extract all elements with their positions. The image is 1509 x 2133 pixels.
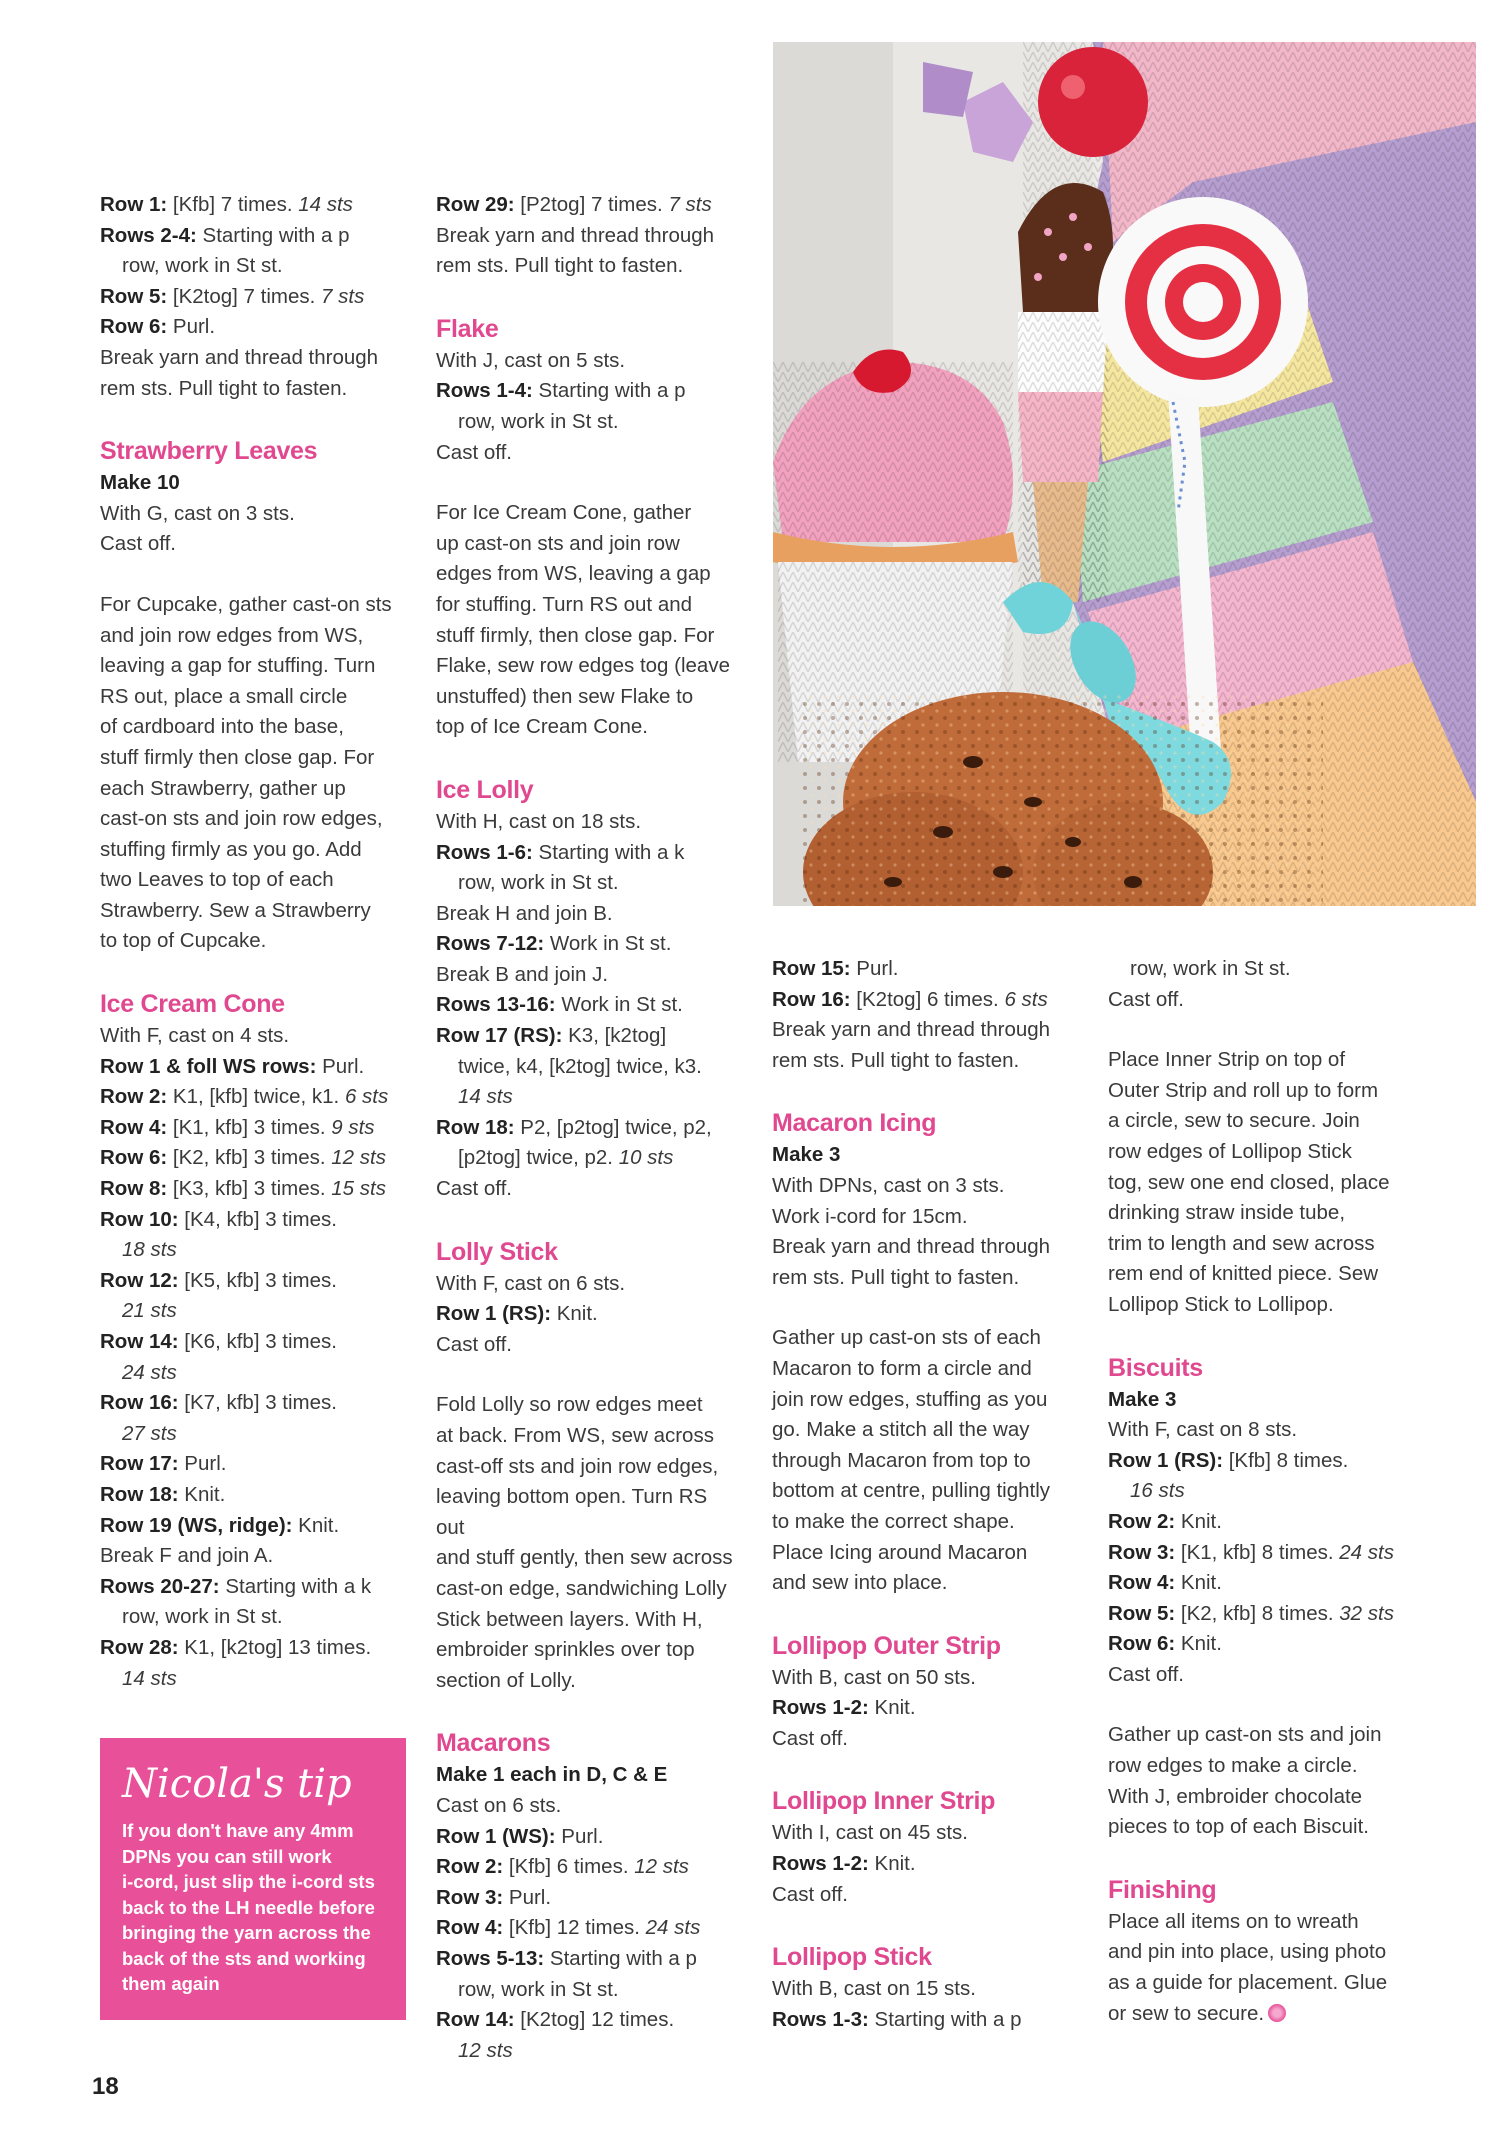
pattern-row: Row 4: [Kfb] 12 times. 24 sts: [436, 1916, 701, 1940]
section-heading: Finishing: [1108, 1875, 1217, 1904]
pattern-row: Row 4: [K1, kfb] 3 times. 9 sts: [100, 1115, 375, 1139]
pattern-row: Row 3: Purl.: [436, 1885, 552, 1909]
section-heading: Lollipop Outer Strip: [772, 1631, 1001, 1660]
column-2: [436, 190, 741, 2096]
pattern-row: Row 14: [K6, kfb] 3 times.: [100, 1330, 337, 1353]
pattern-row: Row 18: P2, [p2tog] twice, p2,: [436, 1115, 712, 1139]
finishing-section: Finishing Place all items on to wreath and pin into place, using photo as a guide for placement. Glue or sew to secure.: [1108, 1873, 1413, 2029]
pattern-row: Row 1: [Kfb] 7 times. 14 sts: [100, 193, 353, 216]
ice-lolly-section: Ice Lolly With H, cast on 18 sts. Rows 1-6: Starting with a k row, work in St st. Break H and join B. Rows 7-12: Work in St st. Break B and join J. Rows 13-16: Work in St st. Row 17 (RS): K3, [k2tog] twice, k4, [k2tog] twice, k3. 14 sts Row 18: P2, [p2tog] twice, p2, [p2tog] twice, p2. 10 sts Cast off.: [436, 773, 741, 1205]
pattern-row: Row 6: Purl.: [100, 315, 216, 339]
tip-body: If you don't have any 4mm DPNs you can still work i-cord, just slip the i-cord sts back to the LH needle before bringing the yarn across the back of the sts and working them again: [122, 1820, 375, 1994]
pattern-row: Row 5: [K2tog] 7 times. 7 sts: [100, 284, 365, 308]
flake-section: Flake With J, cast on 5 sts. Rows 1-4: Starting with a p row, work in St st. Cast off.: [436, 312, 741, 468]
make-count: Make 10: [100, 471, 180, 495]
pattern-row: Row 6: Knit.: [1108, 1632, 1222, 1656]
pattern-row: Row 10: [K4, kfb] 3 times.: [100, 1207, 337, 1231]
instruction-line: With G, cast on 3 sts.: [100, 501, 295, 525]
pattern-row: Row 5: [K2, kfb] 8 times. 32 sts: [1108, 1601, 1394, 1625]
pattern-row: Row 15: Purl.: [772, 957, 899, 980]
cupcake-assembly-text: For Cupcake, gather cast-on sts and join row edges from WS, leaving a gap for stuffing. Turn RS out, place a small circle of cardboard into the base, stuff firmly then close gap. For each Strawberry, gather up cast-on sts and join row edges, stuffing firmly as you go. Add two Leaves to top of each Strawberry. Sew a Strawberry to top of Cupcake.: [100, 592, 392, 953]
pattern-row: Row 1 (WS): Purl.: [436, 1824, 604, 1848]
pattern-row: Row 12: [K5, kfb] 3 times.: [100, 1268, 337, 1292]
pattern-row: Row 2: Knit.: [1108, 1509, 1222, 1533]
pattern-row-cont: row, work in St st.: [122, 254, 283, 278]
macaron-assembly-text: Gather up cast-on sts of each Macaron to form a circle and join row edges, stuffing as you go. Make a stitch all the way through Macaron from top to bottom at centre, pulling tightly to make the correct shape. Place Icing around Macaron and sew into place.: [772, 1326, 1051, 1595]
pattern-row: Row 17: Purl.: [100, 1452, 227, 1476]
pattern-row: Row 16: [K2tog] 6 times. 6 sts: [772, 987, 1048, 1011]
pattern-row: Row 1 (RS): Knit.: [436, 1302, 598, 1326]
instruction-line: Cast off.: [100, 532, 176, 556]
pattern-row: Rows 1-2: Knit.: [772, 1852, 916, 1876]
pattern-row: Row 4: Knit.: [1108, 1571, 1222, 1595]
section-heading: Lollipop Stick: [772, 1943, 932, 1972]
lollipop-stick-cont: row, work in St st. Cast off.: [1108, 957, 1291, 1011]
macaron-icing-section: Macaron Icing Make 3 With DPNs, cast on 3 sts. Work i-cord for 15cm. Break yarn and thread through rem sts. Pull tight to fasten.: [772, 1106, 1077, 1293]
biscuit-assembly-text: Gather up cast-on sts and join row edges to make a circle. With J, embroider chocolate pieces to top of each Biscuit.: [1108, 1723, 1382, 1839]
column-4: [1108, 954, 1413, 2059]
instruction-line: rem sts. Pull tight to fasten.: [100, 376, 348, 400]
strawberry-leaves-section: [100, 434, 405, 560]
pattern-row: Rows 7-12: Work in St st.: [436, 932, 672, 956]
cupcake-top-rows: [100, 190, 405, 404]
pattern-row: Row 17 (RS): K3, [k2tog]: [436, 1024, 667, 1048]
pattern-row: Rows 5-13: Starting with a p: [436, 1946, 697, 1970]
pattern-row: Row 8: [K3, kfb] 3 times. 15 sts: [100, 1177, 386, 1201]
pattern-row: Row 29: [P2tog] 7 times. 7 sts: [436, 193, 712, 216]
pattern-row: Row 19 (WS, ridge): Knit.: [100, 1513, 340, 1537]
tip-title: Nicola's tip: [122, 1761, 352, 1807]
lollipop-outer-strip-section: Lollipop Outer Strip With B, cast on 50 sts. Rows 1-2: Knit. Cast off.: [772, 1629, 1077, 1755]
pattern-row: Row 1 & foll WS rows: Purl.: [100, 1054, 365, 1078]
cone-end-rows: Row 29: [P2tog] 7 times. 7 sts Break yarn and thread through rem sts. Pull tight to fasten.: [436, 190, 741, 282]
section-heading: Biscuits: [1108, 1353, 1203, 1382]
section-heading: Ice Cream Cone: [100, 990, 285, 1019]
nicolas-tip-box: [100, 1738, 406, 2020]
knitted-sweets-wreath-photo: [773, 42, 1476, 906]
pattern-row: Row 1 (RS): [Kfb] 8 times.: [1108, 1448, 1349, 1472]
column-3: [772, 954, 1077, 2065]
page-number: 18: [92, 2073, 119, 2100]
pattern-row: Row 2: K1, [kfb] twice, k1. 6 sts: [100, 1085, 389, 1109]
pattern-row: Rows 2-4: Starting with a p: [100, 223, 350, 247]
lollipop-inner-strip-section: Lollipop Inner Strip With I, cast on 45 sts. Rows 1-2: Knit. Cast off.: [772, 1784, 1077, 1910]
pattern-row: Rows 13-16: Work in St st.: [436, 993, 683, 1017]
macarons-section: Macarons Make 1 each in D, C & E Cast on 6 sts. Row 1 (WS): Purl. Row 2: [Kfb] 6 times. 12 sts Row 3: Purl. Row 4: [Kfb] 12 times. 24 sts Rows 5-13: Starting with a p row, work in St st. Row 14: [K2tog] 12 times. 12 sts: [436, 1726, 741, 2066]
lollipop-stick-section: Lollipop Stick With B, cast on 15 sts. Rows 1-3: Starting with a p: [772, 1940, 1077, 2035]
pattern-row: Rows 20-27: Starting with a k: [100, 1574, 372, 1598]
section-heading: Macaron Icing: [772, 1109, 937, 1138]
pattern-row: Rows 1-3: Starting with a p: [772, 2007, 1022, 2031]
section-heading: Strawberry Leaves: [100, 437, 318, 466]
lolly-stick-section: Lolly Stick With F, cast on 6 sts. Row 1 (RS): Knit. Cast off.: [436, 1235, 741, 1361]
pattern-row: Row 6: [K2, kfb] 3 times. 12 sts: [100, 1146, 386, 1170]
lolly-assembly-text: Fold Lolly so row edges meet at back. From WS, sew across cast-off sts and join row edges, leaving bottom open. Turn RS out and stuff gently, then sew across cast-on edge, sandwiching Lolly Stick between layers. With H, embroider sprinkles over top section of Lolly.: [436, 1393, 733, 1692]
pattern-row: Rows 1-4: Starting with a p: [436, 379, 686, 403]
end-of-article-icon: [1268, 2004, 1286, 2022]
section-heading: Macarons: [436, 1729, 551, 1758]
pattern-row: Rows 1-6: Starting with a k: [436, 840, 685, 864]
pattern-row: Row 2: [Kfb] 6 times. 12 sts: [436, 1855, 689, 1879]
ice-cream-cone-section: Ice Cream Cone With F, cast on 4 sts. Row 1 & foll WS rows: Purl. Row 2: K1, [kfb] twice, k1. 6 sts Row 4: [K1, kfb] 3 times. 9 sts Row 6: [K2, kfb] 3 times. 12 sts Row 8: [K3, kfb] 3 times. 15 sts Row 10: [K4, kfb] 3 times. 18 sts Row 12: [K5, kfb] 3 times. 21 sts Row 14: [K6, kfb] 3 times. 24 sts Row 16: [K7, kfb] 3 times. 27 sts Row 17: Purl. Row 18: Knit. Row 19 (WS, ridge): Knit. Break F and join A. Rows 20-27: Starting with a k row, work in St st. Row 28: K1, [k2tog] 13 times. 14 sts: [100, 987, 405, 1694]
section-heading: Lollipop Inner Strip: [772, 1787, 996, 1816]
instruction-line: Break yarn and thread through: [100, 345, 379, 369]
pattern-row: Rows 1-2: Knit.: [772, 1696, 916, 1720]
biscuits-section: Biscuits Make 3 With F, cast on 8 sts. Row 1 (RS): [Kfb] 8 times. 16 sts Row 2: Knit. Row 3: [K1, kfb] 8 times. 24 sts Row 4: Knit. Row 5: [K2, kfb] 8 times. 32 sts Row 6: Knit. Cast off.: [1108, 1351, 1413, 1691]
pattern-row: Row 18: Knit.: [100, 1482, 226, 1506]
pattern-row: Row 28: K1, [k2tog] 13 times.: [100, 1635, 372, 1659]
pattern-row: Row 16: [K7, kfb] 3 times.: [100, 1391, 337, 1415]
pattern-row: Row 14: [K2tog] 12 times.: [436, 2008, 675, 2032]
macaron-end-rows: Row 15: Purl. Row 16: [K2tog] 6 times. 6 sts Break yarn and thread through rem sts. Pull tight to fasten.: [772, 954, 1077, 1076]
pattern-row: Row 3: [K1, kfb] 8 times. 24 sts: [1108, 1540, 1394, 1564]
section-heading: Ice Lolly: [436, 775, 534, 804]
column-1: [100, 190, 405, 1724]
section-heading: Flake: [436, 314, 499, 343]
section-heading: Lolly Stick: [436, 1237, 558, 1266]
lollipop-assembly-text: Place Inner Strip on top of Outer Strip and roll up to form a circle, sew to secure. Join row edges of Lollipop Stick tog, sew one end closed, place drinking straw inside tube, trim to length and sew across rem end of knitted piece. Sew Lollipop Stick to Lollipop.: [1108, 1048, 1390, 1316]
cone-assembly-text: For Ice Cream Cone, gather up cast-on sts and join row edges from WS, leaving a gap for stuffing. Turn RS out and stuff firmly, then close gap. For Flake, sew row edges tog (leave unstuffed) then sew Flake to top of Ice Cream Cone.: [436, 501, 730, 739]
